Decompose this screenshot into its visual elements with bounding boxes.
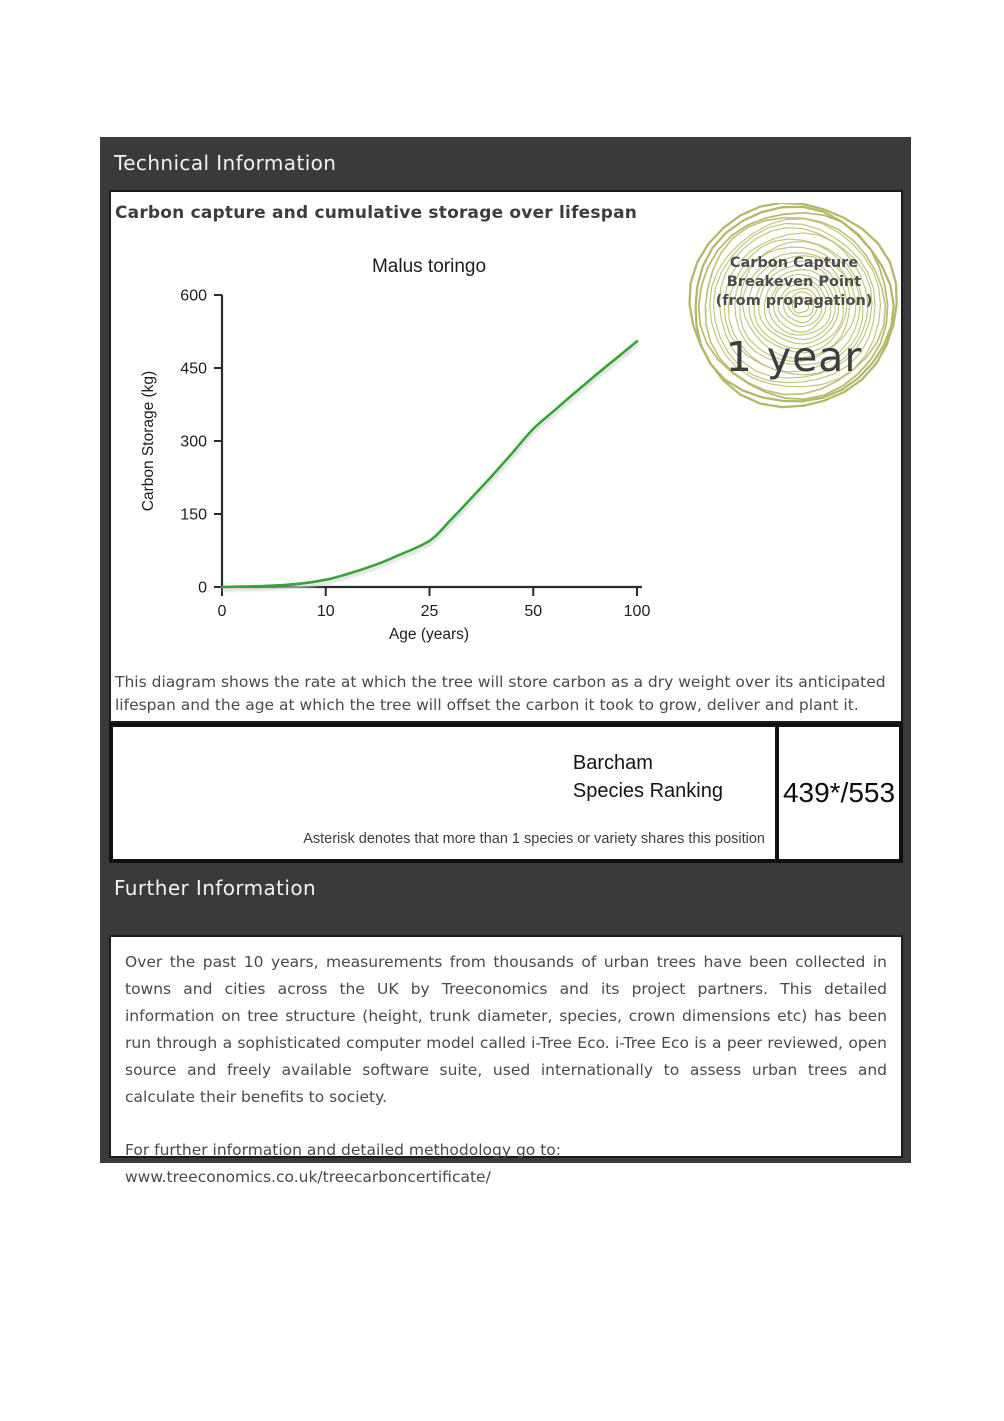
breakeven-value: 1 year	[725, 333, 863, 381]
badge-title-line3: (from propagation)	[715, 293, 873, 309]
further-info-link-line: For further information and detailed methodology go to: www.treeconomics.co.uk/treecarboncertificate/	[125, 1141, 561, 1186]
species-ranking-panel	[109, 723, 903, 863]
breakeven-badge-text	[685, 203, 903, 381]
svg-text:450: 450	[180, 360, 207, 378]
svg-text:300: 300	[180, 433, 207, 451]
species-ranking-note: Asterisk denotes that more than 1 species or variety shares this position	[303, 831, 765, 847]
species-ranking-title-line1: Barcham	[572, 752, 653, 774]
svg-text:Carbon Storage (kg): Carbon Storage (kg)	[140, 370, 157, 512]
further-information-title: Further Information	[114, 876, 317, 900]
chart-heading: Carbon capture and cumulative storage over lifespan	[115, 203, 638, 223]
svg-text:600: 600	[180, 287, 207, 305]
chart-description: This diagram shows the rate at which the tree will store carbon as a dry weight over its anticipated lifespan and the age at which the tree will offset the carbon it took to grow, deliver and plant it.	[115, 673, 886, 714]
svg-text:25: 25	[420, 603, 439, 620]
svg-text:150: 150	[180, 506, 207, 524]
technical-information-title: Technical Information	[114, 151, 337, 175]
species-ranking-title	[573, 749, 723, 805]
svg-text:Age (years): Age (years)	[388, 626, 470, 643]
svg-text:Malus toringo: Malus toringo	[371, 256, 487, 277]
svg-text:10: 10	[316, 603, 335, 620]
svg-text:50: 50	[524, 603, 543, 620]
badge-title-line1: Carbon Capture	[729, 255, 859, 271]
breakeven-badge	[685, 203, 903, 421]
further-info-paragraph: Over the past 10 years, measurements from thousands of urban trees have been collected in towns and cities across the UK by Treeconomics and its project partners. This detailed information on tree structure (height, trunk diameter, species, crown dimensions etc) has been run through a sophisticated computer model called i-Tree Eco. i-Tree Eco is a peer reviewed, open source and freely available software suite, used internationally to assess urban trees and calculate their benefits to society.	[125, 953, 887, 1106]
further-information-header	[109, 863, 903, 935]
svg-text:100: 100	[623, 603, 651, 620]
chart-panel	[109, 190, 903, 723]
svg-text:0: 0	[198, 579, 207, 597]
further-info-panel	[109, 935, 903, 1186]
certificate-body	[100, 137, 911, 1186]
technical-information-header	[109, 137, 903, 190]
breakeven-badge-title	[685, 254, 903, 311]
species-ranking-main-cell	[113, 727, 775, 859]
species-ranking-value: 439*/553	[782, 777, 896, 808]
svg-text:0: 0	[217, 603, 227, 620]
badge-title-line2: Breakeven Point	[726, 274, 862, 290]
species-ranking-title-line2: Species Ranking	[572, 780, 723, 802]
